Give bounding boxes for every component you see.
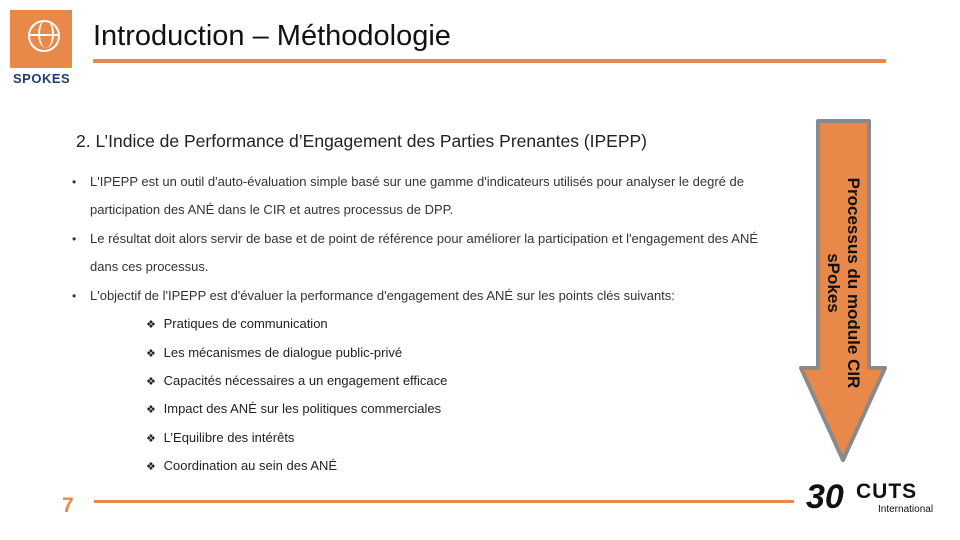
arrow-label-line-1: Processus du module CIR xyxy=(844,177,863,389)
globe-icon xyxy=(28,20,60,52)
page-title: Introduction – Méthodologie xyxy=(93,20,451,52)
key-point-text: Les mécanismes de dialogue public-privé xyxy=(163,345,403,360)
spokes-logo-emblem xyxy=(10,10,72,68)
bullet-text: L'IPEPP est un outil d'auto-évaluation simple basé sur une gamme d'indicateurs utilisés pour analyser le degré de participation des ANÉ dans le CIR et autres processus de DPP. xyxy=(90,174,744,217)
diamond-bullet-icon: ❖ xyxy=(146,319,156,331)
bullet-marker: • xyxy=(72,175,77,189)
diamond-bullet-icon: ❖ xyxy=(146,461,156,473)
arrow-label-line-2: sPokes xyxy=(824,253,843,313)
key-point-item xyxy=(146,316,328,331)
key-point-text: Coordination au sein des ANÉ xyxy=(163,458,338,473)
footer-divider xyxy=(94,500,794,503)
key-point-text: Pratiques de communication xyxy=(163,316,328,331)
bullet-item-1 xyxy=(72,168,762,224)
bullet-marker: • xyxy=(72,232,77,246)
cuts-logo-name: CUTS xyxy=(856,480,918,503)
bullet-item-3 xyxy=(72,282,762,310)
section-subtitle: 2. L’Indice de Performance d’Engagement des Parties Prenantes (IPEPP) xyxy=(76,131,648,151)
bullet-marker: • xyxy=(72,289,77,303)
key-point-item xyxy=(146,373,447,388)
page-number: 7 xyxy=(62,494,74,517)
diamond-bullet-icon: ❖ xyxy=(146,433,156,445)
spokes-logo-text: SPOKES xyxy=(13,71,71,86)
key-point-text: Capacités nécessaires a un engagement efficace xyxy=(163,373,448,388)
bullet-text: Le résultat doit alors servir de base et de point de référence pour améliorer la participation et l'engagement des ANÉ dans ces processus. xyxy=(90,231,759,274)
key-point-item xyxy=(146,458,337,473)
cuts-international-logo xyxy=(806,478,941,520)
key-point-item xyxy=(146,345,402,360)
bullet-text: L'objectif de l'IPEPP est d'évaluer la performance d'engagement des ANÉ sur les points clés suivants: xyxy=(90,288,675,303)
key-point-text: Impact des ANÉ sur les politiques commerciales xyxy=(163,401,442,416)
title-divider xyxy=(93,59,886,63)
cuts-logo-subtitle: International xyxy=(878,504,934,515)
cuts-logo-number: 30 xyxy=(806,478,844,516)
diamond-bullet-icon: ❖ xyxy=(146,376,156,388)
diamond-bullet-icon: ❖ xyxy=(146,404,156,416)
key-point-item xyxy=(146,401,441,416)
key-point-item xyxy=(146,430,294,445)
key-point-text: L’Equilibre des intérêts xyxy=(163,430,295,445)
diamond-bullet-icon: ❖ xyxy=(146,348,156,360)
bullet-item-2 xyxy=(72,225,762,281)
process-arrow-label xyxy=(823,148,863,418)
